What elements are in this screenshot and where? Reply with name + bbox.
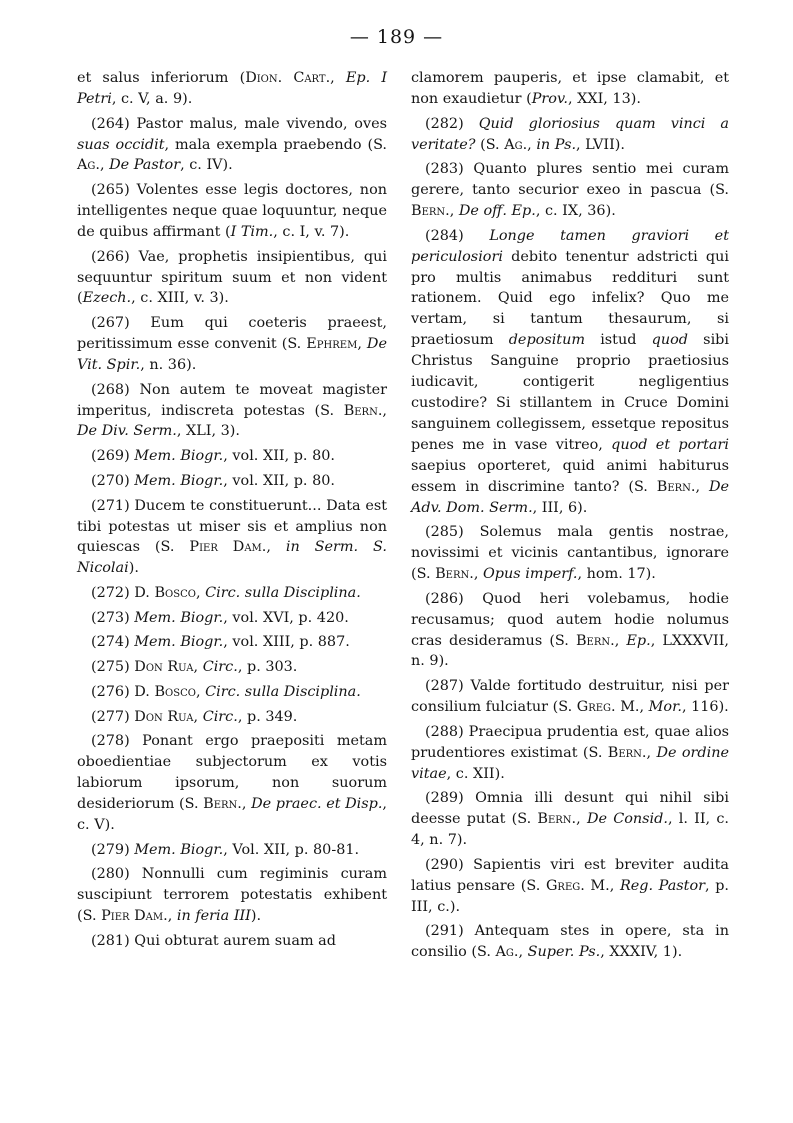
- footnote-paragraph: (280) Nonnulli cum regiminis curam suscipiunt terrorem potestatis exhibent (S. Pier Dam., in feria III).: [77, 866, 387, 925]
- footnote-paragraph: (278) Ponant ergo praepositi metam oboedientiae subjectorum ex votis labiorum ipsorum, non suorum desideriorum (S. Bern., De praec. et Disp., c. V).: [77, 733, 387, 833]
- footnote-paragraph: (269) Mem. Biogr., vol. XII, p. 80.: [91, 448, 335, 465]
- footnote-paragraph: (270) Mem. Biogr., vol. XII, p. 80.: [91, 472, 335, 489]
- footnote-paragraph: clamorem pauperis, et ipse clamabit, et non exaudietur (Prov., XXI, 13).: [411, 70, 729, 107]
- footnote-paragraph: (285) Solemus mala gentis nostrae, novissimi et vicinis cantantibus, ignorare (S. Bern., Opus imperf., hom. 17).: [411, 524, 729, 583]
- footnote-paragraph: (275) Don Rua, Circ., p. 303.: [91, 659, 298, 676]
- right-column: [411, 68, 729, 967]
- footnote-paragraph: (288) Praecipua prudentia est, quae alios prudentiores existimat (S. Bern., De ordine vitae, c. XII).: [411, 723, 729, 782]
- footnote-paragraph: (271) Ducem te constituerunt... Data est tibi potestas ut miser sis et amplius non quiescas (S. Pier Dam., in Serm. S. Nicolai).: [77, 497, 387, 577]
- left-column: [77, 68, 387, 955]
- footnote-paragraph: (281) Qui obturat aurem suam ad: [91, 932, 336, 949]
- footnote-paragraph: (290) Sapientis viri est breviter audita latius pensare (S. Greg. M., Reg. Pastor, p. III, c.).: [411, 856, 729, 915]
- footnote-paragraph: et salus inferiorum (Dion. Cart., Ep. I Petri, c. V, a. 9).: [77, 70, 387, 107]
- footnote-paragraph: (265) Volentes esse legis doctores, non intelligentes neque quae loquuntur, neque de quibus affirmant (I Tim., c. I, v. 7).: [77, 182, 387, 240]
- footnote-paragraph: (283) Quanto plures sentio mei curam gerere, tanto securior exeo in pascua (S. Bern., De off. Ep., c. IX, 36).: [411, 161, 729, 220]
- footnote-paragraph: (272) D. Bosco, Circ. sulla Disciplina.: [91, 585, 361, 602]
- footnote-paragraph: (287) Valde fortitudo destruitur, nisi per consilium fulciatur (S. Greg. M., Mor., 116).: [411, 678, 729, 716]
- footnote-paragraph: (286) Quod heri volebamus, hodie recusamus; quod autem hodie nolumus cras desideramus (S. Bern., Ep., LXXXVII, n. 9).: [411, 590, 729, 670]
- footnote-paragraph: (273) Mem. Biogr., vol. XVI, p. 420.: [91, 609, 349, 626]
- footnote-paragraph: (291) Antequam stes in opere, sta in consilio (S. Ag., Super. Ps., XXXIV, 1).: [411, 923, 729, 961]
- footnote-paragraph: (264) Pastor malus, male vivendo, oves suas occidit, mala exempla praebendo (S. Ag., De Pastor, c. IV).: [77, 115, 387, 174]
- footnote-paragraph: (266) Vae, prophetis insipientibus, qui sequuntur spiritum suum et non vident (Ezech., c. XIII, v. 3).: [77, 248, 387, 307]
- footnote-paragraph: (289) Omnia illi desunt qui nihil sibi deesse putat (S. Bern., De Consid., l. II, c. 4, n. 7).: [411, 790, 729, 849]
- footnote-paragraph: (274) Mem. Biogr., vol. XIII, p. 887.: [91, 634, 350, 651]
- footnote-paragraph: (279) Mem. Biogr., Vol. XII, p. 80-81.: [91, 841, 360, 858]
- footnote-paragraph: (282) Quid gloriosius quam vinci a veritate? (S. Ag., in Ps., LVII).: [411, 115, 730, 153]
- footnote-paragraph: (276) D. Bosco, Circ. sulla Disciplina.: [91, 683, 361, 700]
- footnote-paragraph: (267) Eum qui coeteris praeest, peritissimum esse convenit (S. Ephrem, De Vit. Spir., n. 36).: [77, 315, 387, 373]
- footnote-paragraph: (284) Longe tamen graviori et periculosiori debito tenentur adstricti qui pro multis animabus reddituri sunt rationem. Quid ego infelix? Quo me vertam, si tantum thesaurum, si praetiosum depositum istud quod sibi Christus Sanguine proprio praetiosius iudicavit, contigerit negligentius custodire? Si stillantem in Cruce Domini sanguinem collegissem, essetque repositus penes me in vase vitreo, quod et portari saepius oporteret, quid animi habiturus essem in discrimine tanto? (S. Bern., De Adv. Dom. Serm., III, 6).: [411, 227, 729, 516]
- page-number: — 189 —: [349, 26, 444, 48]
- footnote-paragraph: (277) Don Rua, Circ., p. 349.: [91, 708, 298, 725]
- footnote-paragraph: (268) Non autem te moveat magister imperitus, indiscreta potestas (S. Bern., De Div. Serm., XLI, 3).: [77, 381, 387, 440]
